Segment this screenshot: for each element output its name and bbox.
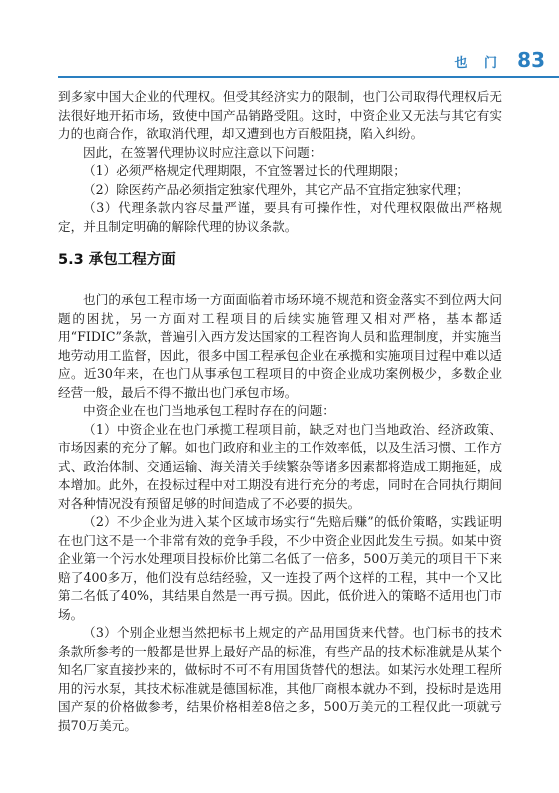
paragraph: 中资企业在也门当地承包工程时存在的问题： <box>83 403 335 418</box>
running-header <box>58 48 559 78</box>
list-item: （2）除医药产品必须指定独家代理外，其它产品不宜指定独家代理； <box>83 181 469 197</box>
section-heading: 5.3 承包工程方面 <box>58 252 176 268</box>
paragraph: 因此，在签署代理协议时应注意以下问题： <box>83 144 323 160</box>
chapter-title: 也 门 <box>454 56 503 71</box>
list-item: （3）个别企业想当然把标书上规定的产品用国货来代替。也门标书的技术条款所参考的一般都是世界上最好产品的标准，有些产品的技术标准就是从某个知名厂家直接抄来的，做标时不可不有用国货替代的想法。如某污水处理工程所用的污水泵，其技术标准就是德国标准，其他厂商根本就办不到，投标时是选用国产泵的价格做参考，结果价格相差8倍之多，500万美元的工程仅此一项就亏损70万美元。 <box>58 625 502 733</box>
header-rule <box>58 76 559 78</box>
paragraph: 也门的承包工程市场一方面面临着市场环境不规范和资金落实不到位两大问题的困扰，另一方面对工程项目的后续实施管理又相对严格，基本都适用“FIDIC”条款，普遍引入西方发达国家的工程咨询人员和监理制度，并实施当地劳动用工监督，因此，很多中国工程承包企业在承揽和实施项目过程中难以适应。近30年来，在也门从事承包工程项目的中资企业成功案例极少，多数企业经营一般，最后不得不撤出也门承包市场。 <box>58 292 502 400</box>
page-body <box>58 88 502 735</box>
list-item: （1）必须严格规定代理期限，不宜签署过长的代理期限； <box>83 163 406 178</box>
paragraph: 到多家中国大企业的代理权。但受其经济实力的限制，也门公司取得代理权后无法很好地开拓市场，致使中国产品销路受阻。这时，中资企业又无法与其它有实力的也商合作，欲取消代理，却又遭到也方百般阻挠，陷入纠纷。 <box>58 89 502 141</box>
list-item: （3）代理条款内容尽量严谨，要具有可操作性，对代理权限做出严格规定，并且制定明确的解除代理的协议条款。 <box>58 200 502 234</box>
page-number: 83 <box>517 48 545 72</box>
list-item: （2）不少企业为进入某个区域市场实行“先赔后赚”的低价策略，实践证明在也门这不是一个非常有效的竞争手段，不少中资企业因此发生亏损。如某中资企业第一个污水处理项目投标价比第二名低了一倍多，500万美元的项目干下来赔了400多万，他们没有总结经验，又一连投了两个这样的工程，其中一个又比第二名低了40%，其结果自然是一再亏损。因此，低价进入的策略不适用也门市场。 <box>58 514 502 622</box>
list-item: （1）中资企业在也门承揽工程项目前，缺乏对也门当地政治、经济政策、市场因素的充分了解。如也门政府和业主的工作效率低，以及生活习惯、工作方式、政治体制、交通运输、海关清关手续繁杂等诸多因素都将造成工期拖延，成本增加。此外，在投标过程中对工期没有进行充分的考虑，同时在合同执行期间对各种情况没有预留足够的时间造成了不必要的损失。 <box>58 421 502 511</box>
